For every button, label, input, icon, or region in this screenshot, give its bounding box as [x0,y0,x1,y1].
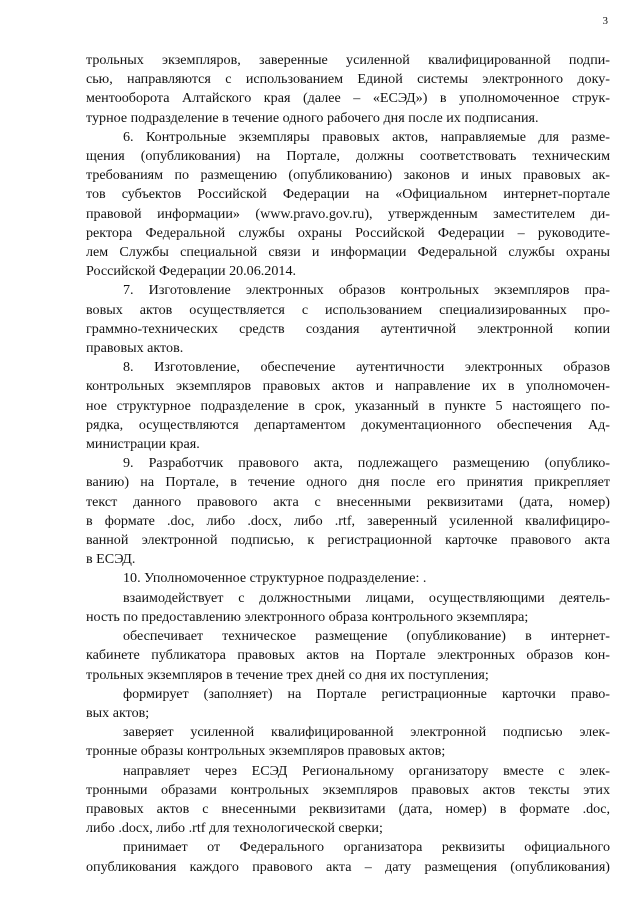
text-line: требованиям по размещению (опубликованию) законов и иных правовых ак- [86,167,610,184]
document-body [86,51,610,877]
text-line: заверяет усиленной квалифицированной электронной подписью элек- [123,724,610,741]
text-line: ванной электронной подписью, к регистрационной карточке правового акта [86,532,610,549]
text-line: опубликования каждого правового акта – дату размещения (опубликования) [86,858,610,875]
text-line: обеспечивает техническое размещение (опубликование) в интернет- [123,628,610,645]
text-line: трольных экземпляров в течение трех дней со дня их поступления; [86,666,489,683]
text-line: контрольных экземпляров правовых актов и направление их в уполномочен- [86,378,610,395]
text-line: направляет через ЕСЭД Региональному организатору вместе с элек- [123,762,610,779]
text-line: ректора Федеральной службы охраны Российской Федерации – руководите- [86,224,610,241]
text-line: вовых актов осуществляется с использованием специализированных про- [86,301,610,318]
text-line: правовой информации» (www.pravo.gov.ru), утвержденным заместителем ди- [86,205,610,222]
text-line: тронными образами контрольных экземпляров правовых актов тексты этих [86,781,610,798]
text-line: 9. Разработчик правового акта, подлежащего размещению (опублико- [123,455,610,472]
text-line: кабинете публикатора правовых актов на Портале электронных образов кон- [86,647,610,664]
text-line: тронные образы контрольных экземпляров правовых актов; [86,743,446,760]
text-line: вых актов; [86,704,150,721]
text-line: принимает от Федерального организатора реквизиты официального [123,839,610,856]
text-line: ное структурное подразделение в срок, указанный в пункте 5 настоящего по- [86,397,610,414]
text-line: сью, направляются с использованием Единой системы электронного доку- [86,71,610,88]
text-line: тов субъектов Российской Федерации на «Официальном интернет-портале [86,186,610,203]
text-line: граммно-технических средств создания аутентичной электронной копии [86,320,610,337]
text-line: текст данного правового акта с внесенными реквизитами (дата, номер) [86,493,610,510]
text-line: правовых актов с внесенными реквизитами (дата, номер) в формате .doc, [86,800,610,817]
text-line: в ЕСЭД. [86,551,136,568]
text-line: формирует (заполняет) на Портале регистрационные карточки право- [123,685,610,702]
text-line: 6. Контрольные экземпляры правовых актов, направляемые для разме- [123,128,610,145]
text-line: ментооборота Алтайского края (далее – «ЕСЭД») в уполномоченное струк- [86,90,610,107]
text-line: 7. Изготовление электронных образов контрольных экземпляров пра- [123,282,610,299]
text-line: ность по предоставлению электронного образа контрольного экземпляра; [86,608,529,625]
text-line: либо .docx, либо .rtf для технологической сверки; [86,820,383,837]
page-number: 3 [602,15,608,27]
text-line: 10. Уполномоченное структурное подразделение: . [123,570,427,587]
text-line: министрации края. [86,436,200,453]
text-line: правовых актов. [86,340,184,357]
text-line: турное подразделение в течение одного рабочего дня после их подписания. [86,109,539,126]
text-line: 8. Изготовление, обеспечение аутентичности электронных образов [123,359,610,376]
text-line: щения (опубликования) на Портале, должны соответствовать техническим [86,148,610,165]
text-line: трольных экземпляров, заверенные усиленной квалифицированной подпи- [86,52,610,68]
text-line: взаимодействует с должностными лицами, осуществляющими деятель- [123,589,610,606]
text-line: рядка, осуществляются департаментом документационного обеспечения Ад- [86,416,610,433]
text-line: лем Службы специальной связи и информации Федеральной службы охраны [86,244,610,261]
text-line: в формате .doc, либо .docx, либо .rtf, заверенный усиленной квалифициро- [86,512,610,529]
text-line: Российской Федерации 20.06.2014. [86,263,297,280]
text-line: ванию) на Портале, в течение одного дня после его принятия прикрепляет [86,474,610,491]
